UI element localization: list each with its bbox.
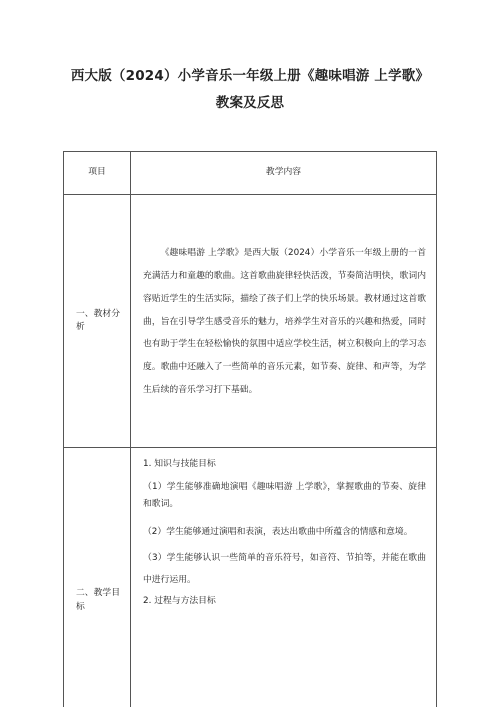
table-row: [64, 195, 437, 448]
header-item-column: 项目: [64, 152, 131, 195]
lesson-plan-table: [63, 151, 437, 707]
row-content-teaching-goals: [131, 448, 437, 707]
goal-item-3: （3）学生能够认识一些简单的音乐符号，如音符、节拍等，并能在歌曲中进行运用。: [143, 552, 426, 586]
goal-heading-process: 2. 过程与方法目标: [143, 596, 216, 607]
table-row: [64, 448, 437, 707]
material-analysis-paragraph: 《趣味唱游 上学歌》是西大版（2024）小学音乐一年级上册的一首充满活力和童趣的歌曲。这首歌曲旋律轻快活泼，节奏简洁明快，歌词内容贴近学生的生活实际，描绘了孩子们上学的快乐场景。教材通过这首歌曲，旨在引导学生感受音乐的魅力，培养学生对音乐的兴趣和热爱，同时也有助于学生在轻松愉快的氛围中适应学校生活，树立积极向上的学习态度。歌曲中还融入了一些简单的音乐元素，如节奏、旋律、和声等，为学生后续的音乐学习打下基础。: [143, 247, 426, 396]
row-label-teaching-goals: 二、教学目标: [64, 448, 131, 707]
goal-item-1: （1）学生能够准确地演唱《趣味唱游 上学歌》，掌握歌曲的节奏、旋律和歌词。: [143, 482, 426, 510]
goal-heading-knowledge: 1. 知识与技能目标: [143, 459, 216, 469]
table-header-row: [64, 152, 437, 195]
header-content-column: 教学内容: [131, 152, 437, 195]
document-title-line1: 西大版（2024）小学音乐一年级上册《趣味唱游 上学歌》: [70, 68, 430, 84]
goal-item-2: （2）学生能够通过演唱和表演，表达出歌曲中所蕴含的情感和意境。: [143, 527, 413, 538]
row-label-material-analysis: 一、教材分析: [64, 195, 131, 448]
document-title-line2: 教案及反思: [215, 95, 285, 111]
row-content-material-analysis: [131, 195, 437, 448]
